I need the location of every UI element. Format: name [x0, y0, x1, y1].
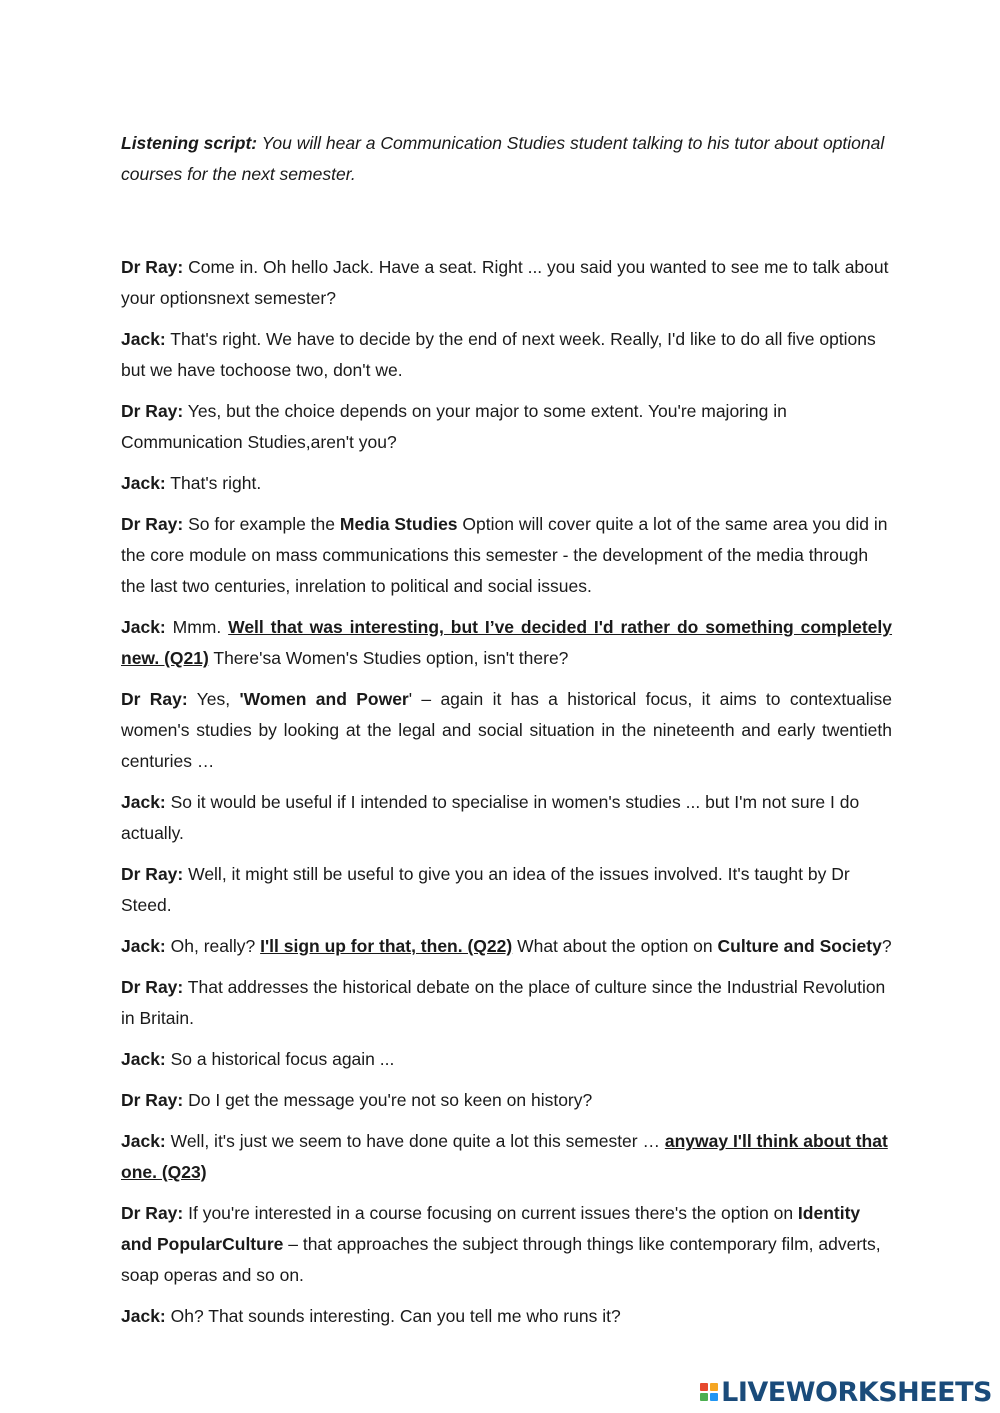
turn-text: Mmm. — [165, 617, 229, 637]
dialogue-turn-5 — [121, 509, 892, 602]
turn-text: That's right. We have to decide by the end of next week. Really, I'd like to do all five options but we have tochoose two, don't we. — [121, 329, 876, 380]
speaker-label: Jack: — [121, 792, 166, 812]
turn-text: There'sa Women's Studies option, isn't there? — [208, 648, 569, 668]
speaker-label: Dr Ray: — [121, 689, 188, 709]
turn-text: If you're interested in a course focusing on current issues there's the option on — [183, 1203, 798, 1223]
turn-text: ' – again it has a historical focus, it aims to contextualise women's studies by looking at the legal and social situation in the nineteenth and early twentieth centuries … — [121, 689, 892, 771]
course-name-culture-and-society: Culture and Society — [717, 936, 882, 956]
turn-text: Well, it's just we seem to have done quite a lot this semester … — [165, 1131, 665, 1151]
intro-paragraph — [121, 128, 892, 190]
dialogue-turn-16 — [121, 1301, 892, 1332]
dialogue-turn-7 — [121, 684, 892, 777]
speaker-label: Jack: — [121, 473, 166, 493]
speaker-label: Jack: — [121, 936, 166, 956]
answer-q21: Well that was interesting, but I’ve decided I'd rather do something completely new. (Q21) — [121, 617, 893, 668]
course-name-identity-and-popular-culture: Identity and PopularCulture — [121, 1203, 861, 1254]
answer-q23: anyway I'll think about that one. (Q23) — [121, 1131, 888, 1182]
dialogue-turn-3 — [121, 396, 892, 458]
dialogue-turn-6 — [121, 612, 892, 674]
dialogue-turn-12 — [121, 1044, 892, 1075]
logo-square-green — [700, 1393, 708, 1401]
answer-q22: I'll sign up for that, then. (Q22) — [260, 936, 513, 956]
script-page — [121, 128, 892, 1342]
speaker-label: Jack: — [121, 1049, 166, 1069]
speaker-label: Dr Ray: — [121, 401, 184, 421]
dialogue-turn-2 — [121, 324, 892, 386]
dialogue-turn-13 — [121, 1085, 892, 1116]
course-name-women-and-power: 'Women and Power — [239, 689, 409, 709]
speaker-label: Dr Ray: — [121, 864, 184, 884]
dialogue-turn-1 — [121, 252, 892, 314]
turn-text: Yes, but the choice depends on your major to some extent. You're majoring in Communication Studies,aren't you? — [121, 401, 787, 452]
logo-text: LIVEWORKSHEETS — [721, 1376, 992, 1408]
dialogue-turn-8 — [121, 787, 892, 849]
dialogue-turn-9 — [121, 859, 892, 921]
logo-square-red — [700, 1383, 708, 1391]
speaker-label: Dr Ray: — [121, 977, 184, 997]
turn-text: Well, it might still be useful to give you an idea of the issues involved. It's taught by Dr Steed. — [121, 864, 850, 915]
speaker-label: Dr Ray: — [121, 514, 184, 534]
dialogue-turn-10 — [121, 931, 892, 962]
turn-text: Do I get the message you're not so keen on history? — [183, 1090, 593, 1110]
turn-text: Oh? That sounds interesting. Can you tell me who runs it? — [165, 1306, 621, 1326]
turn-text: What about the option on — [512, 936, 718, 956]
liveworksheets-logo-icon — [700, 1383, 718, 1401]
turn-text: Oh, really? — [165, 936, 261, 956]
dialogue-turn-14 — [121, 1126, 892, 1188]
turn-text: So it would be useful if I intended to specialise in women's studies ... but I'm not sure I do actually. — [121, 792, 860, 843]
logo-square-blue — [710, 1393, 718, 1401]
course-name-media-studies: Media Studies — [339, 514, 458, 534]
turn-text: ? — [881, 936, 892, 956]
dialogue-turn-11 — [121, 972, 892, 1034]
dialogue-turn-15 — [121, 1198, 892, 1291]
turn-text: So a historical focus again ... — [165, 1049, 395, 1069]
speaker-label: Jack: — [121, 1131, 166, 1151]
turn-text: Option will cover quite a lot of the same area you did in the core module on mass communications this semester - the development of the media through the last two centuries, inrelation to political and social issues. — [121, 514, 888, 596]
intro-text: You will hear a Communication Studies student talking to his tutor about optional courses for the next semester. — [121, 133, 885, 184]
dialogue-turn-4 — [121, 468, 892, 499]
speaker-label: Jack: — [121, 617, 166, 637]
speaker-label: Dr Ray: — [121, 1090, 184, 1110]
speaker-label: Dr Ray: — [121, 1203, 184, 1223]
turn-text: That's right. — [165, 473, 262, 493]
intro-label: Listening script: — [121, 133, 258, 153]
turn-text: So for example the — [183, 514, 340, 534]
speaker-label: Jack: — [121, 329, 166, 349]
turn-text: – that approaches the subject through things like contemporary film, adverts, soap operas and so on. — [121, 1234, 881, 1285]
turn-text: Come in. Oh hello Jack. Have a seat. Right ... you said you wanted to see me to talk about your optionsnext semester? — [121, 257, 889, 308]
turn-text: Yes, — [187, 689, 240, 709]
logo-square-orange — [710, 1383, 718, 1391]
speaker-label: Jack: — [121, 1306, 166, 1326]
turn-text: That addresses the historical debate on the place of culture since the Industrial Revolution in Britain. — [121, 977, 886, 1028]
speaker-label: Dr Ray: — [121, 257, 184, 277]
liveworksheets-logo[interactable] — [700, 1377, 992, 1407]
